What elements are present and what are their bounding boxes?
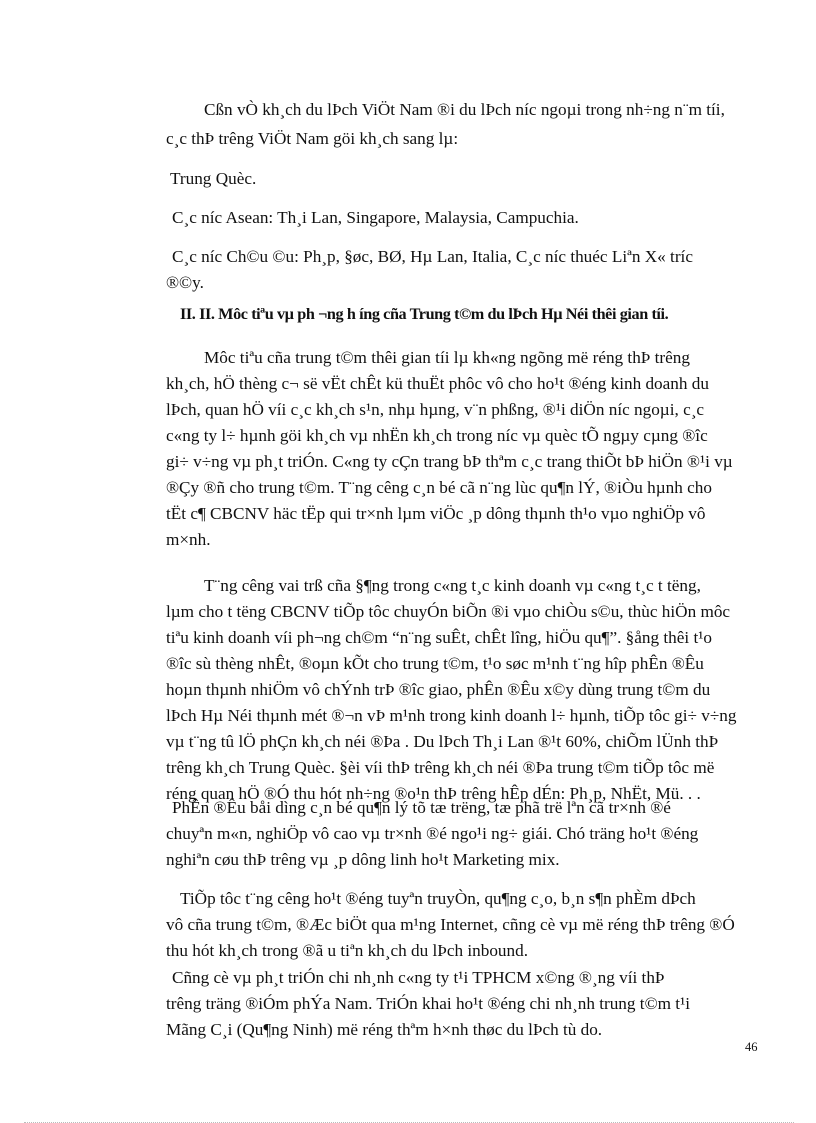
text-line: réng quan hÖ ®Ó thu hót nh÷ng ®o¹n thÞ trêng hÊp dÉn: Ph¸p, NhËt, Mü. . . [166,784,701,803]
text-line: ®©y. [166,273,204,292]
text-line: ®îc sù thèng nhÊt, ®oµn kÕt cho trung t©m, t¹o søc m¹nh t¨ng hîp phÊn ®Êu [166,654,704,673]
text-line: kh¸ch, hÖ thèng c¬ së vËt chÊt kü thuËt phôc vô cho ho¹t ®éng kinh doanh du [166,374,709,393]
section-heading: II. II. Môc tiªu vµ ph ¬ng h íng cña Trung t©m du lÞch Hµ Néi thêi gian tíi. [180,305,669,323]
text-line: trêng kh¸ch Trung Quèc. §èi víi thÞ trêng kh¸ch néi ®Þa trung t©m tiÕp tôc më [166,758,715,777]
text-line: vô cña trung t©m, ®Æc biÖt qua m¹ng Internet, cñng cè vµ më réng thÞ trêng ®Ó [166,915,735,934]
text-line: trêng träng ®iÓm phÝa Nam. TriÓn khai ho¹t ®éng chi nh¸nh trung t©m t¹i [166,994,690,1013]
text-line: vµ t¨ng tû lÖ phÇn kh¸ch néi ®Þa . Du lÞch Th¸i Lan ®¹t 60%, chiÕm lÜnh thÞ [166,732,719,751]
text-line: gi÷ v÷ng vµ ph¸t triÓn. C«ng ty cÇn trang bÞ thªm c¸c trang thiÕt bÞ hiÖn ®¹i vµ [166,452,733,471]
text-line: lÞch Hµ Néi thµnh mét ®¬n vÞ m¹nh trong kinh doanh l÷ hµnh, tiÕp tôc gi÷ v÷ng [166,706,737,725]
text-line: C¸c níc Asean: Th¸i Lan, Singapore, Malaysia, Campuchia. [172,208,579,227]
text-line: lÞch, quan hÖ víi c¸c kh¸ch s¹n, nhµ hµng, v¨n phßng, ®¹i diÖn níc ngoµi, c¸c [166,400,705,419]
text-line: Mãng C¸i (Qu¶ng Ninh) më réng thªm h×nh thøc du lÞch tù do. [166,1020,603,1039]
text-line: c«ng ty l÷ hµnh göi kh¸ch vµ nhËn kh¸ch trong níc vµ quèc tÕ ngµy cµng ®îc [166,426,708,445]
text-line: hoµn thµnh nhiÖm vô chÝnh trÞ ®îc giao, phÊn ®Êu x©y dùng trung t©m du [166,680,711,699]
text-line: tiªu kinh doanh víi ph¬ng ch©m “n¨ng suÊt, chÊt lîng, hiÖu qu¶”. §ång thêi t¹o [166,628,712,647]
text-line: Cßn vÒ kh¸ch du lÞch ViÖt Nam ®i du lÞch níc ngoµi trong nh÷ng n¨m tíi, [204,100,725,119]
text-line: PhÊn ®Êu båi dìng c¸n bé qu¶n lý tõ tæ trëng, tæ phã trë lªn cã tr×nh ®é [172,798,671,817]
text-line: c¸c thÞ trêng ViÖt Nam göi kh¸ch sang lµ: [166,129,459,148]
text-line: lµm cho t tëng CBCNV tiÕp tôc chuyÓn biÕn ®i vµo chiÒu s©u, thùc hiÖn môc [166,602,731,621]
text-line: chuyªn m«n, nghiÖp vô cao vµ tr×nh ®é ngo¹i ng÷ giái. Chó träng ho¹t ®éng [166,824,699,843]
text-line: Trung Quèc. [170,169,257,188]
text-line: T¨ng cêng vai trß cña §¶ng trong c«ng t¸c kinh doanh vµ c«ng t¸c t tëng, [204,576,701,595]
page-number: 46 [745,1040,758,1054]
text-line: C¸c níc Ch©u ©u: Ph¸p, §øc, BØ, Hµ Lan, Italia, C¸c níc thuéc Liªn X« tríc [172,247,693,266]
text-line: ®Çy ®ñ cho trung t©m. T¨ng cêng c¸n bé cã n¨ng lùc qu¶n lÝ, ®iÒu hµnh cho [166,478,712,497]
text-line: Môc tiªu cña trung t©m thêi gian tíi lµ kh«ng ngõng më réng thÞ trêng [204,348,690,367]
text-line: TiÕp tôc t¨ng cêng ho¹t ®éng tuyªn truyÒn, qu¶ng c¸o, b¸n s¶n phÈm dÞch [180,889,696,908]
text-line: thu hót kh¸ch trong ®ã u tiªn kh¸ch du lÞch inbound. [166,941,528,960]
text-line: tËt c¶ CBCNV häc tËp qui tr×nh lµm viÖc ¸p dông thµnh th¹o vµo nghiÖp vô [166,504,706,523]
text-line: m×nh. [166,530,211,549]
text-line: nghiªn cøu thÞ trêng vµ ¸p dông linh ho¹t Marketing mix. [166,850,560,869]
text-line: Cñng cè vµ ph¸t triÓn chi nh¸nh c«ng ty t¹i TPHCM x©ng ®¸ng víi thÞ [172,968,665,987]
